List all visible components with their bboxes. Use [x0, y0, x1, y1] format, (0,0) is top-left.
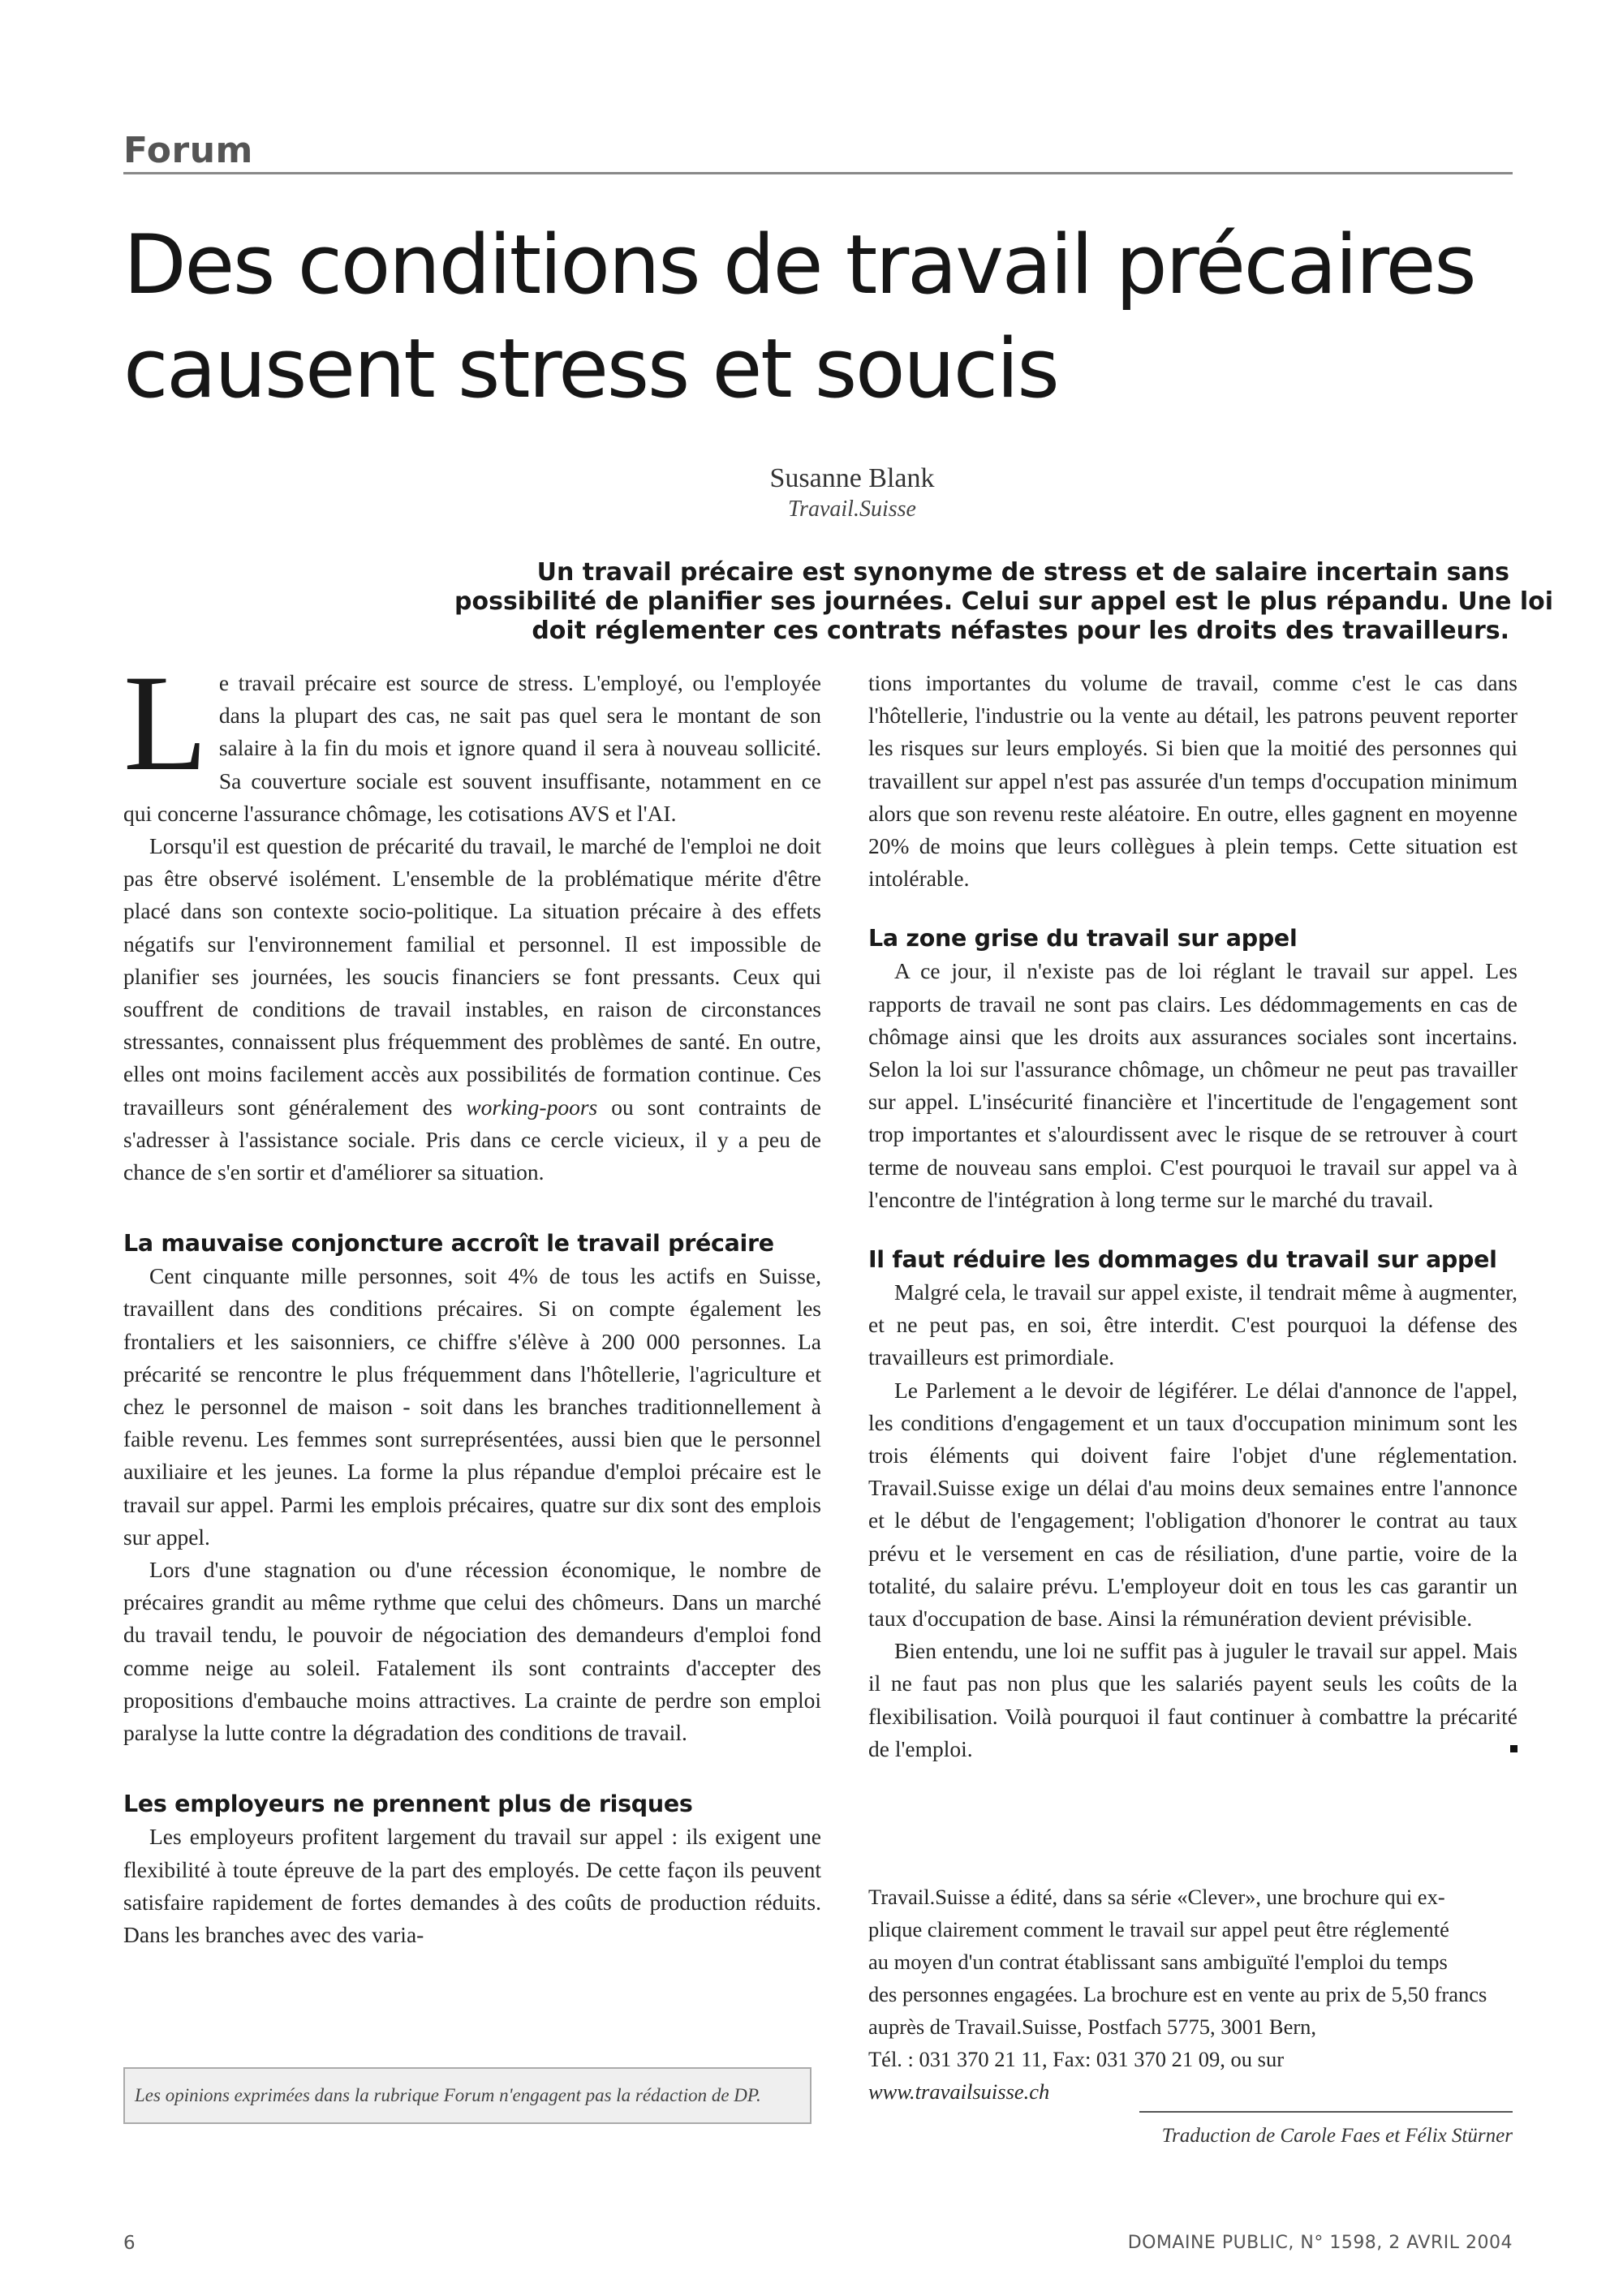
column-right: [868, 667, 1518, 1765]
end-of-article-mark: [1510, 1745, 1518, 1752]
subheading-reduire-dommages: Il faut réduire les dommages du travail sur appel: [868, 1246, 1497, 1274]
paragraph-text: Lorsqu'il est question de précarité du travail, le marché de l'emploi ne doit pas être observé isolément. L'ensemble de la problématique mérite d'être placé dans son contexte socio-politique. La situation précaire à des effets négatifs sur l'environnement familial et personnel. Il est impossible de planifier ses journées, les soucis financiers se font pressants. Ceux qui souffrent de conditions de travail instables, en raison de circonstances stressantes, connaissent plus fréquemment des problèmes de santé. En outre, elles ont moins facilement accès aux possibilités de formation continue. Ces travailleurs sont généralement des: [123, 833, 821, 1120]
paragraph-intro-text: e travail précaire est source de stress. L'employé, ou l'employée dans la plupart des cas, ne sait pas quel sera le montant de son salaire à la fin du mois et ignore quand il sera à nouveau sollicité. Sa couverture sociale est souvent insuffisante, notamment en ce qui concerne l'assurance chômage, les cotisations AVS et l'AI.: [123, 670, 821, 826]
subheading-conjoncture: La mauvaise conjoncture accroît le travail précaire: [123, 1230, 774, 1258]
header-rule: [123, 172, 1513, 174]
note-line: Travail.Suisse a édité, dans sa série «Clever», une brochure qui ex-: [868, 1885, 1445, 1909]
drop-cap: L: [123, 647, 208, 799]
page-number: 6: [123, 2233, 136, 2254]
lead-line-2: possibilité de planifier ses journées. Celui sur appel est le plus répandu. Une loi: [454, 587, 1554, 616]
title-line-2: causent stress et soucis: [123, 320, 1058, 416]
website-link[interactable]: www.travailsuisse.ch: [868, 2079, 1050, 2104]
brochure-note: [868, 1881, 1518, 2108]
paragraph-defense: Malgré cela, le travail sur appel existe, il tendrait même à augmenter, et ne peut pas, en soi, être interdit. C'est pourquoi la défense des travailleurs est primordiale.: [868, 1279, 1518, 1370]
section-label: Forum: [123, 130, 253, 171]
article-title: [123, 213, 1513, 420]
author-affiliation: Travail.Suisse: [788, 497, 916, 522]
subheading-zone-grise: La zone grise du travail sur appel: [868, 925, 1298, 952]
subheading-employeurs: Les employeurs ne prennent plus de risques: [123, 1791, 693, 1818]
lead-line-1: Un travail précaire est synonyme de stress et de salaire incertain sans: [536, 558, 1509, 587]
lead-line-3: doit réglementer ces contrats néfastes pour les droits des travailleurs.: [532, 617, 1509, 645]
paragraph-text: ou sont contraints de s'adresser à l'assistance sociale. Pris dans ce cercle vicieux, il y a peu de chance de s'en sortir et d'améliorer sa situation.: [123, 1094, 821, 1185]
article-lead: [454, 558, 1554, 646]
paragraph-employers: Les employeurs profitent largement du travail sur appel : ils exigent une flexibilité à toute épreuve de la part des employés. De cette façon ils peuvent satisfaire rapidement de fortes demandes à des coûts de production réduits. Dans les branches avec des varia-: [123, 1824, 821, 1947]
author-name: Susanne Blank: [769, 463, 935, 493]
paragraph-recession: Lors d'une stagnation ou d'une récession économique, le nombre de précaires grandit au même rythme que celui des chômeurs. Dans un marché du travail tendu, le pouvoir de négociation des demandeurs d'emploi fond comme neige au soleil. Fatalement ils sont contraints d'accepter des propositions d'embauche moins attractives. La crainte de perdre son emploi paralyse la lutte contre la dégradation des conditions de travail.: [123, 1557, 821, 1746]
title-line-1: Des conditions de travail précaires: [123, 217, 1475, 312]
paragraph-continuation: tions importantes du volume de travail, comme c'est le cas dans l'hôtellerie, l'industrie ou la vente au détail, les patrons peuvent reporter les risques sur leurs employés. Si bien que la moitié des personnes qui travaillent sur appel n'est pas assurée d'un temps d'occupation minimum alors que son revenu reste aléatoire. En outre, elles gagnent en moyenne 20% de moins que leurs collègues à plein temps. Cette situation est intolérable.: [868, 670, 1518, 892]
note-line: des personnes engagées. La brochure est en vente au prix de 5,50 francs: [868, 1982, 1487, 2006]
note-line: au moyen d'un contrat établissant sans ambiguïté l'emploi du temps: [868, 1950, 1448, 1974]
paragraph-intro: [123, 647, 821, 830]
working-poors-term: working-poors: [466, 1094, 598, 1120]
paragraph-statistics: Cent cinquante mille personnes, soit 4% de tous les actifs en Suisse, travaillent dans des conditions précaires. Si on compte également les frontaliers et les saisonniers, ce chiffre s'élève à 200 000 personnes. La précarité se rencontre le plus fréquemment dans l'hôtellerie, l'agriculture et chez le personnel de maison - soit dans les branches traditionnellement à faible revenu. Les femmes sont surreprésentées, aussi bien que le personnel auxiliaire et les jeunes. La forme la plus répandue d'emploi précaire est le travail sur appel. Parmi les emplois précaires, quatre sur dix sont des emplois sur appel.: [123, 1263, 821, 1550]
forum-disclaimer: Les opinions exprimées dans la rubrique Forum n'engagent pas la rédaction de DP.: [123, 2067, 812, 2124]
paragraph-text: Bien entendu, une loi ne suffit pas à juguler le travail sur appel. Mais il ne faut pas non plus que les salariés payent seuls les coûts de la flexibilisation. Voilà pourquoi il faut continuer à combattre la précarité de l'emploi.: [868, 1638, 1518, 1761]
paragraph-parliament: Le Parlement a le devoir de légiférer. Le délai d'annonce de l'appel, les conditions d'engagement et un taux d'occupation minimum sont les trois éléments qui doivent faire l'objet d'une réglementation. Travail.Suisse exige un délai d'au moins deux semaines entre l'annonce et le début de l'engagement; l'obligation d'honorer le contrat au taux prévu et le versement en cas de résiliation, d'une partie, voire de la totalité, du salaire prévu. L'employeur doit en tous les cas garantir un taux d'occupation de base. Ainsi la rémunération devient prévisible.: [868, 1377, 1518, 1632]
byline: [41, 462, 1623, 524]
paragraph-no-law: A ce jour, il n'existe pas de loi réglant le travail sur appel. Les rapports de travail ne sont pas clairs. Les dédommagements en cas de chômage ainsi que les droits aux assurances sociales sont incertains. Selon la loi sur l'assurance chômage, un chômeur ne peut pas travailler sur appel. L'insécurité financière et l'incertitude de l'engagement sont trop importantes et s'alourdissent avec le risque de se retrouver à court terme de nouveau sans emploi. C'est pourquoi le travail sur appel va à l'encontre de l'intégration à long terme sur le marché du travail.: [868, 958, 1518, 1212]
translation-credit: Traduction de Carole Faes et Félix Stürner: [1161, 2125, 1513, 2147]
contact-text: Tél. : 031 370 21 11, Fax: 031 370 21 09, ou sur: [868, 2047, 1285, 2071]
column-left: [123, 647, 821, 1951]
note-line: auprès de Travail.Suisse, Postfach 5775, 3001 Bern,: [868, 2014, 1317, 2039]
paragraph-precarity-context: [123, 830, 821, 1189]
note-line: [868, 2043, 1518, 2108]
note-line: plique clairement comment le travail sur appel peut être réglementé: [868, 1917, 1449, 1941]
publication-reference: DOMAINE PUBLIC, N° 1598, 2 AVRIL 2004: [1127, 2233, 1513, 2253]
paragraph-conclusion: [868, 1635, 1518, 1765]
translation-rule: [1139, 2111, 1513, 2113]
